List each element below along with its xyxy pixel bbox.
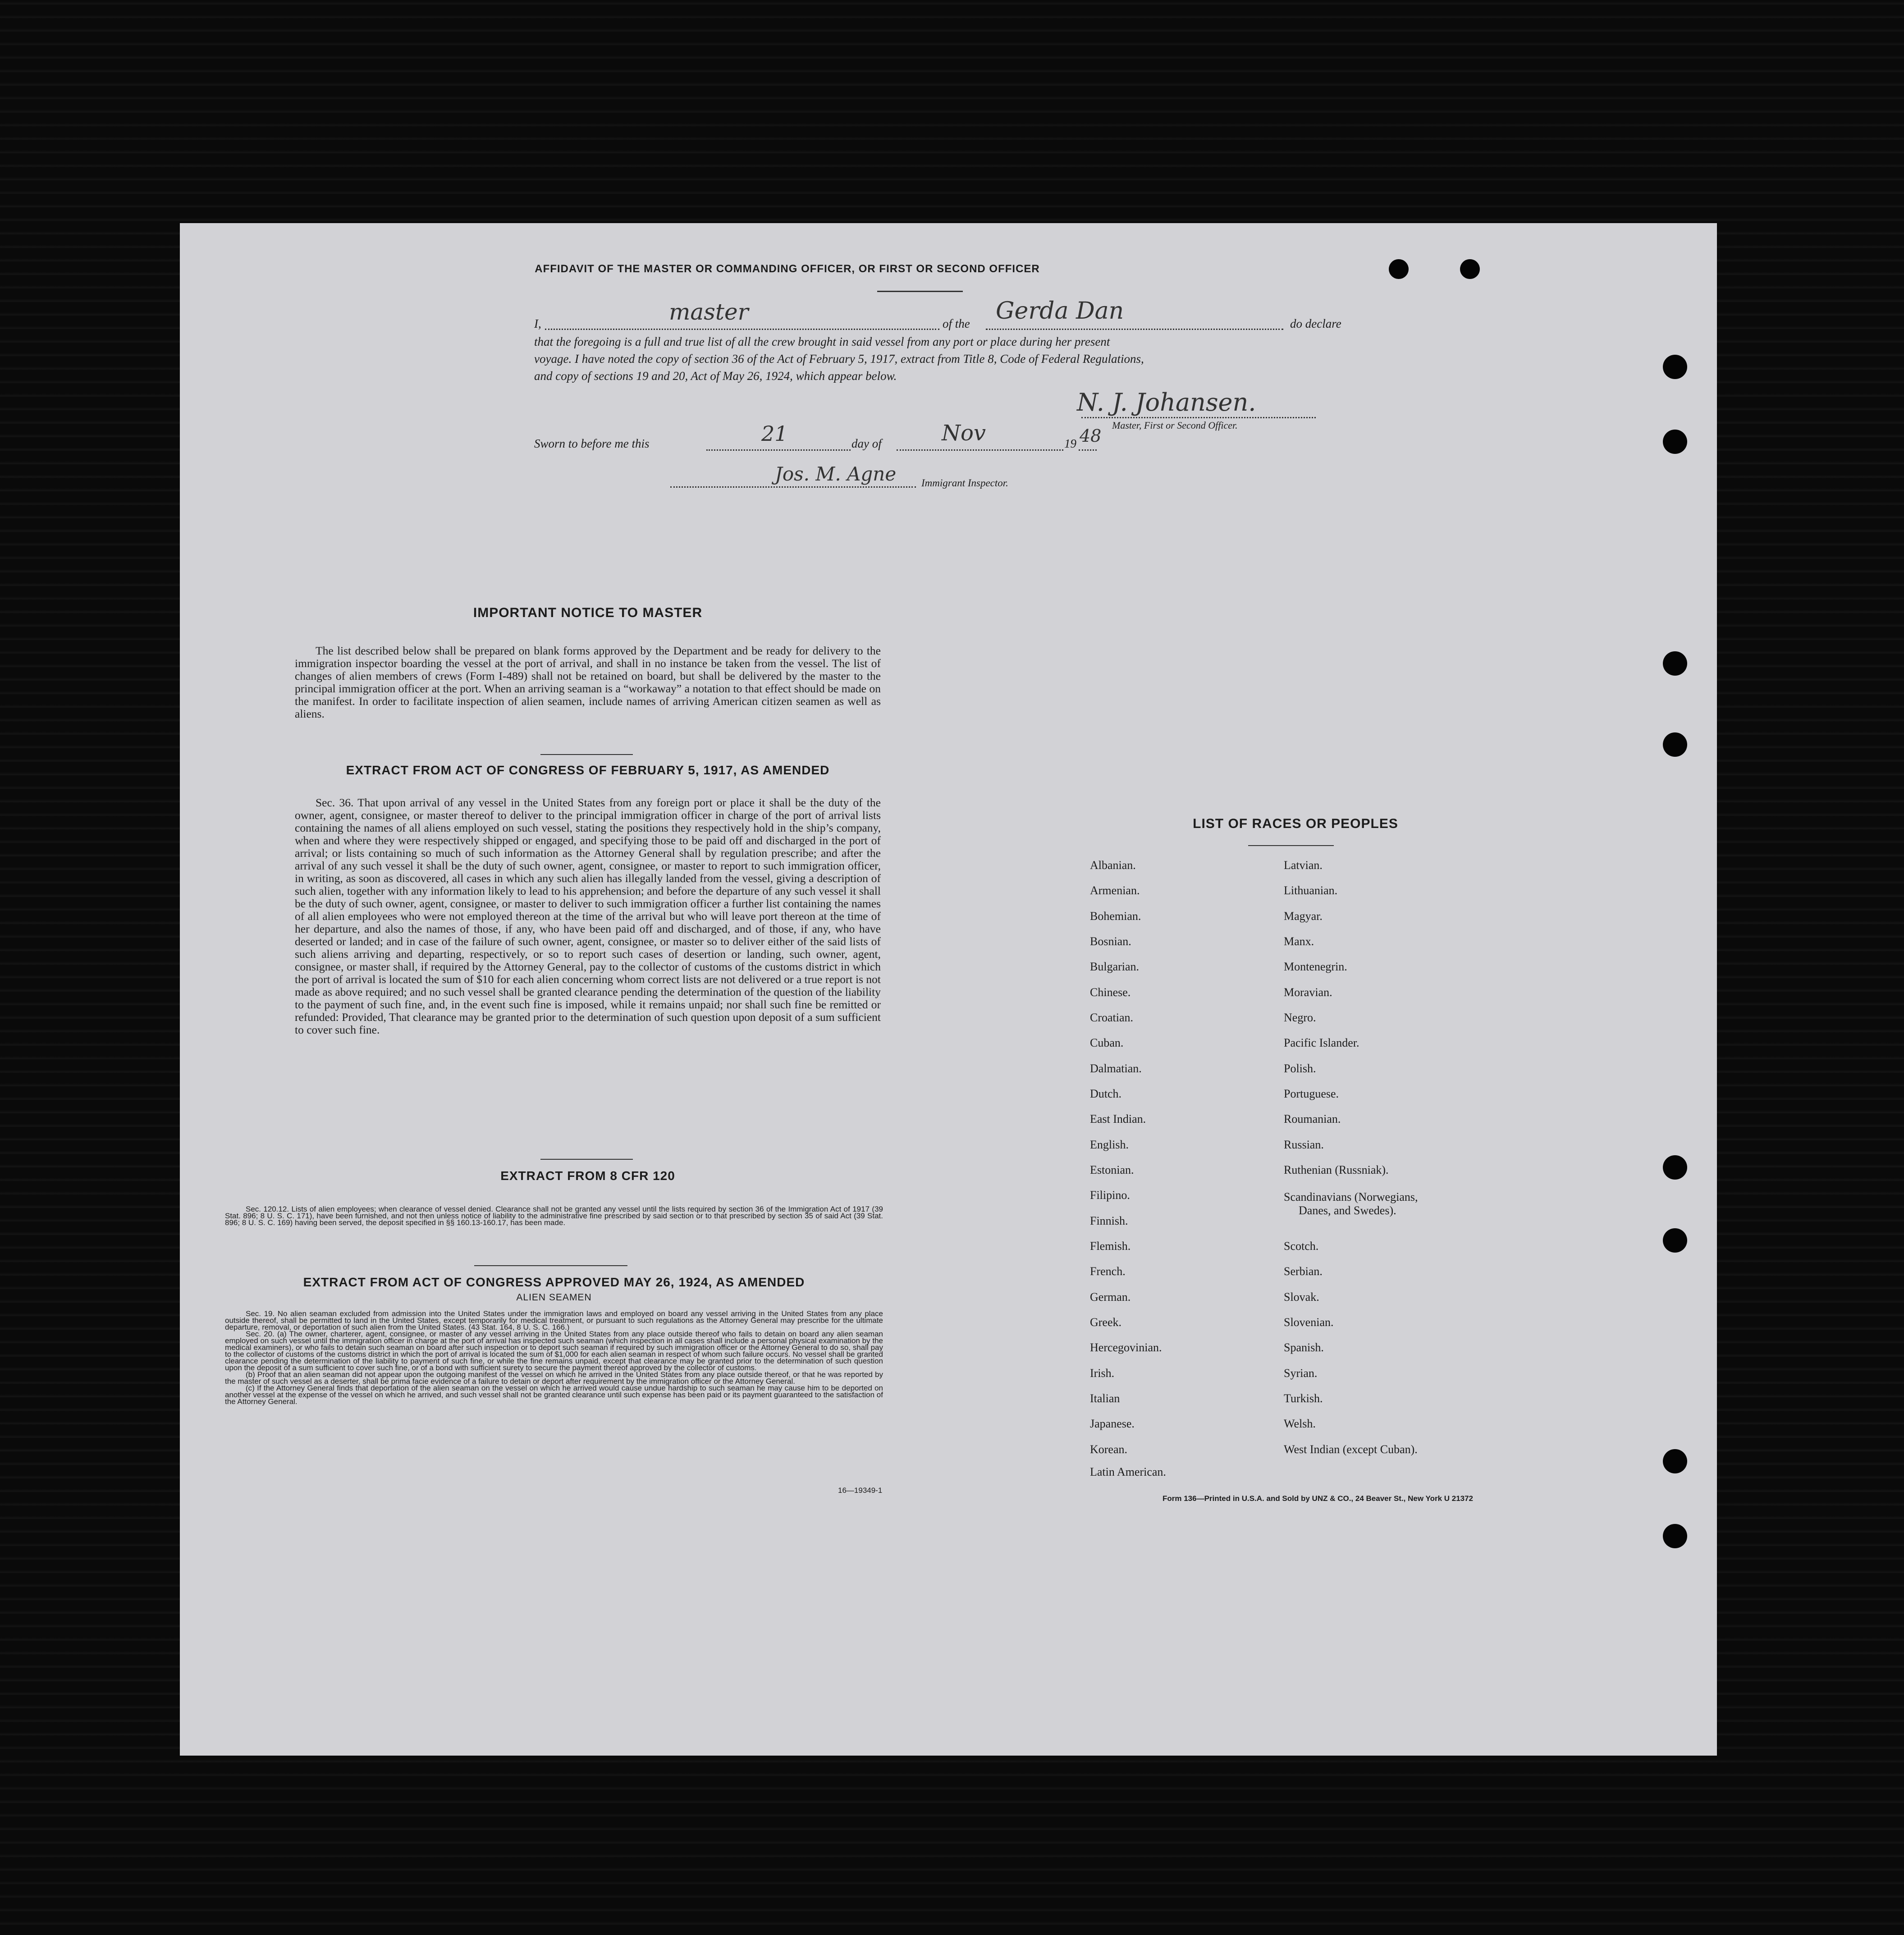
race-left-4: Bosnian.	[1090, 935, 1131, 948]
signature-line	[1081, 417, 1316, 418]
race-left-13: Estonian.	[1090, 1163, 1134, 1176]
race-right-13: Ruthenian (Russniak).	[1284, 1163, 1389, 1176]
race-left-24: Korean.	[1090, 1443, 1128, 1456]
extract-1924-title: EXTRACT FROM ACT OF CONGRESS APPROVED MAY 26, 1924, AS AMENDED	[303, 1275, 805, 1289]
vessel-name: Gerda Dan	[996, 297, 1124, 325]
sworn-month-line	[897, 449, 1063, 451]
affidavit-line-2: that the foregoing is a full and true list of all the crew brought in said vessel from any port or place during her present	[534, 335, 1110, 348]
printer-info: Form 136—Printed in U.S.A. and Sold by UNZ & CO., 24 Beaver St., New York U 21372	[1163, 1494, 1474, 1503]
cfr-divider	[474, 1265, 627, 1266]
sworn-day-line	[706, 449, 851, 451]
race-right-12: Russian.	[1284, 1138, 1324, 1151]
race-right-7: Negro.	[1284, 1011, 1316, 1024]
punch-hole-right-1	[1663, 355, 1687, 379]
section-20a-text: Sec. 20. (a) The owner, charterer, agent, consignee, or master of any vessel arriving in the United States from any place outside thereof who fails to detain on board any alien seaman employed on such vessel until the immigration officer in charge at the port of arrival has inspected such seaman (which inspection in all cases shall include a personal physical examination by the medical examiners), or who fails to detain such seaman on board after such inspection or to deport such seaman if required by such immigration officer or the Attorney General to do so, shall pay to the collector of customs of the customs district in which the port of arrival is located the sum of $1,000 for each alien seaman in respect of whom such failure occurs. No vessel shall be granted clearance pending the determination of the liability to payment of such fine, or while the fine remains unpaid, except that clearance may be granted prior to the determination of such question upon the deposit of a sum sufficient to cover such fine, or of a bond with sufficient surety to secure the payment thereof approved by the collector of customs.	[225, 1330, 883, 1372]
race-right-22: Welsh.	[1284, 1417, 1316, 1430]
affidavit-of-the: of the	[943, 317, 970, 330]
race-right-15: Scotch.	[1284, 1240, 1319, 1253]
year-suffix: 48	[1080, 426, 1102, 446]
affidavit-i-label: I,	[534, 317, 541, 330]
race-right-4: Manx.	[1284, 935, 1314, 948]
race-left-5: Bulgarian.	[1090, 960, 1140, 973]
cfr-text: Sec. 120.12. Lists of alien employees; when clearance of vessel denied. Clearance shall not be granted any vessel until the lists required by section 36 of the Immigration Act of 1917 (39 Stat. 896; 8 U. S. C. 171), have been furnished, and not then unless notice of liability to the administrative fine prescribed by said section or to that prescribed by section 35 of said Act (39 Stat. 896; 8 U. S. C. 169) having been served, the deposit specified in §§ 160.13-160.17, has been made.	[225, 1205, 883, 1227]
race-right-1: Latvian.	[1284, 859, 1323, 872]
day-of-label: day of	[851, 437, 882, 450]
races-title: LIST OF RACES OR PEOPLES	[1193, 816, 1398, 831]
notice-title: IMPORTANT NOTICE TO MASTER	[473, 605, 703, 620]
race-left-3: Bohemian.	[1090, 910, 1141, 923]
extract-1917-title: EXTRACT FROM ACT OF CONGRESS OF FEBRUARY 5, 1917, AS AMENDED	[346, 763, 830, 777]
punch-hole-top-1	[1389, 259, 1409, 279]
inspector-caption: Immigrant Inspector.	[921, 477, 1008, 489]
race-right-2: Lithuanian.	[1284, 884, 1338, 897]
extract-1917-divider	[540, 1159, 633, 1160]
inspector-signature: Jos. M. Agne	[775, 463, 897, 485]
inspector-line	[670, 486, 916, 488]
race-right-17: Slovak.	[1284, 1290, 1319, 1304]
race-right-21: Turkish.	[1284, 1392, 1323, 1405]
race-left-19: Greek.	[1090, 1316, 1122, 1329]
extract-1917-text: Sec. 36. That upon arrival of any vessel in the United States from any foreign port or place it shall be the duty of the owner, agent, consignee, or master thereof to deliver to the principal immigration officer in charge of the port of arrival lists containing the names of all aliens employed on such vessel, stating the positions they respectively hold in the ship’s company, when and where they were respectively shipped or engaged, and specifying those to be paid off and discharged in the port of arrival; or lists containing so much of such information as the Attorney General shall by regulation prescribe; and after the arrival of any such vessel it shall be the duty of such owner, agent, consignee, or master to report to such immigration officer, in writing, as soon as discovered, all cases in which any such alien has illegally landed from the vessel, giving a description of such alien, together with any information likely to lead to his apprehension; and before the departure of any such vessel it shall be the duty of such owner, agent, consignee, or master to deliver to such immigration officer a further list containing the names of all alien employees who were not employed thereon at the time of the arrival but who will leave port thereon at the time of her departure, and also the names of those, if any, who have been paid off and discharged, and of those, if any, who have deserted or landed; and in case of the failure of such owner, agent, consignee, or master so to deliver either of the said lists of such aliens arriving and departing, respectively, or so to report such cases of desertion or landing, such owner, agent, consignee, or master shall, if required by the Attorney General, pay to the collector of customs of the customs district in which the port of arrival is located the sum of $10 for each alien concerning whom correct lists are not delivered or a true report is not made as above required; and no such vessel shall be granted clearance pending the determination of the question of the liability to the payment of such fine, and, in the event such fine is imposed, while it remains unpaid; nor shall such fine be remitted or refunded: Provided, That clearance may be granted prior to the determination of such question upon deposit of a sum sufficient to cover such fine.	[295, 796, 881, 1036]
race-right-18: Slovenian.	[1284, 1316, 1334, 1329]
race-left-23: Japanese.	[1090, 1417, 1135, 1430]
affidavit-i-value: master	[669, 299, 749, 325]
race-left-16: Flemish.	[1090, 1240, 1131, 1253]
sworn-month: Nov	[942, 421, 986, 446]
notice-text: The list described below shall be prepared on blank forms approved by the Department and be ready for delivery to the immigration inspector boarding the vessel at the port of arrival, and shall in no instance be taken from the vessel. The list of changes of alien members of crews (Form I-489) shall not be retained on board, but shall be delivered by the master to the principal immigration officer at the port. When an arriving seaman is a “workaway” a notation to that effect should be made on the manifest. In order to facilitate inspection of alien seamen, include names of arriving American citizen seamen as well as aliens.	[295, 644, 881, 720]
affidavit-line-3: voyage. I have noted the copy of section 36 of the Act of February 5, 1917, extract from Title 8, Code of Federal Regulations,	[534, 352, 1144, 366]
race-right-14-continued: Danes, and Swedes).	[1299, 1204, 1396, 1217]
punch-hole-top-2	[1460, 259, 1480, 279]
notice-divider	[540, 754, 633, 755]
master-signature: N. J. Johansen.	[1077, 388, 1256, 416]
sworn-day: 21	[761, 421, 788, 446]
race-left-17: French.	[1090, 1265, 1126, 1278]
race-left-2: Armenian.	[1090, 884, 1140, 897]
race-right-23: West Indian (except Cuban).	[1284, 1443, 1418, 1456]
signature-caption: Master, First or Second Officer.	[1112, 420, 1238, 431]
race-left-1: Albanian.	[1090, 859, 1136, 872]
race-left-25: Latin American.	[1090, 1465, 1166, 1478]
race-left-22: Italian	[1090, 1392, 1120, 1405]
race-right-8: Pacific Islander.	[1284, 1036, 1359, 1049]
affidavit-title: AFFIDAVIT OF THE MASTER OR COMMANDING OFFICER, OR FIRST OR SECOND OFFICER	[535, 263, 1040, 275]
sworn-label: Sworn to before me this	[534, 437, 650, 450]
punch-hole-right-7	[1663, 1449, 1687, 1473]
race-right-19: Spanish.	[1284, 1341, 1324, 1354]
master-name-line	[545, 329, 939, 330]
extract-1924-body	[225, 1310, 883, 1405]
section-19-text: Sec. 19. No alien seaman excluded from admission into the United States under the immigration laws and employed on board any vessel arriving in the United States from any place outside thereof, shall be permitted to land in the United States, except temporarily for medical treatment, or pursuant to such regulations as the Attorney General may prescribe for the ultimate departure, removal, or deportation of such alien from the United States. (43 Stat. 164, 8 U. S. C. 166.)	[225, 1309, 883, 1331]
race-left-7: Croatian.	[1090, 1011, 1134, 1024]
race-left-9: Dalmatian.	[1090, 1062, 1142, 1075]
vessel-name-line	[986, 329, 1283, 330]
race-right-16: Serbian.	[1284, 1265, 1323, 1278]
section-20c-text: (c) If the Attorney General finds that deportation of the alien seaman on the vessel on which he arrived would cause undue hardship to such seaman he may cause him to be deported on another vessel at the expense of the vessel on which he arrived, and such vessel shall not be granted clearance until such expense has been paid or its payment guaranteed to the satisfaction of the Attorney General.	[225, 1384, 883, 1406]
punch-hole-right-6	[1663, 1228, 1687, 1253]
title-divider	[877, 291, 963, 292]
section-20b-text: (b) Proof that an alien seaman did not appear upon the outgoing manifest of the vessel on which he arrived in the United States from any place outside thereof, or that he was reported by the master of such vessel as a deserter, shall be prima facie evidence of a failure to detain or deport after requirement by the immigration officer or the Attorney General.	[225, 1370, 883, 1386]
race-left-8: Cuban.	[1090, 1036, 1124, 1049]
year-prefix: 19	[1064, 437, 1076, 450]
affidavit-do-declare: do declare	[1290, 317, 1341, 330]
punch-hole-right-3	[1663, 651, 1687, 676]
races-divider	[1248, 845, 1334, 846]
affidavit-line-4: and copy of sections 19 and 20, Act of May 26, 1924, which appear below.	[534, 369, 897, 383]
race-right-20: Syrian.	[1284, 1367, 1318, 1380]
race-right-5: Montenegrin.	[1284, 960, 1347, 973]
cfr-title: EXTRACT FROM 8 CFR 120	[500, 1169, 675, 1183]
race-right-11: Roumanian.	[1284, 1112, 1341, 1125]
punch-hole-right-4	[1663, 732, 1687, 757]
punch-hole-right-8	[1663, 1524, 1687, 1548]
race-left-21: Irish.	[1090, 1367, 1115, 1380]
race-left-14: Filipino.	[1090, 1189, 1130, 1202]
race-left-6: Chinese.	[1090, 986, 1131, 999]
punch-hole-right-2	[1663, 430, 1687, 454]
race-right-10: Portuguese.	[1284, 1087, 1339, 1100]
race-left-15: Finnish.	[1090, 1214, 1128, 1227]
race-right-14: Scandinavians (Norwegians,	[1284, 1190, 1418, 1203]
document-page	[180, 223, 1717, 1756]
race-left-12: English.	[1090, 1138, 1129, 1151]
extract-1924-subtitle: ALIEN SEAMEN	[516, 1292, 592, 1303]
punch-hole-right-5	[1663, 1155, 1687, 1180]
race-left-18: German.	[1090, 1290, 1131, 1304]
race-right-6: Moravian.	[1284, 986, 1332, 999]
form-code: 16—19349-1	[838, 1486, 883, 1495]
race-left-11: East Indian.	[1090, 1112, 1146, 1125]
race-left-20: Hercegovinian.	[1090, 1341, 1162, 1354]
race-left-10: Dutch.	[1090, 1087, 1122, 1100]
year-line	[1079, 449, 1097, 451]
race-right-9: Polish.	[1284, 1062, 1316, 1075]
race-right-3: Magyar.	[1284, 910, 1323, 923]
